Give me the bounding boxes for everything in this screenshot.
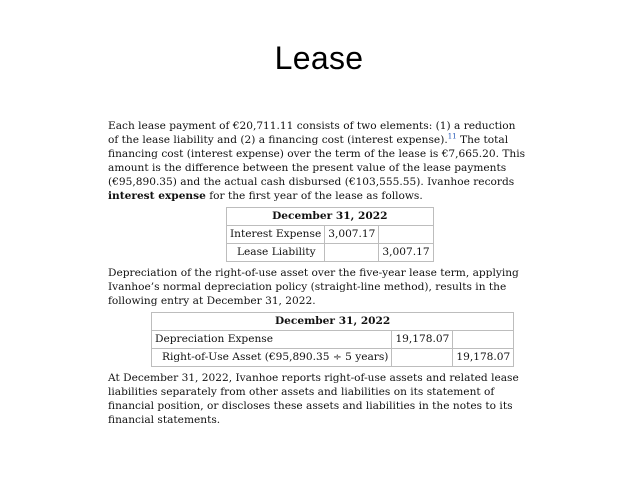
table-row bbox=[227, 226, 434, 244]
slide-title: Lease bbox=[274, 40, 364, 76]
credit-amount: 19,178.07 bbox=[453, 349, 514, 367]
depreciation-journal-entry bbox=[151, 312, 514, 367]
table-row bbox=[152, 349, 514, 367]
table-row bbox=[152, 331, 514, 349]
debit-amount bbox=[325, 244, 379, 262]
account-name: Lease Liability bbox=[227, 244, 325, 262]
account-name: Interest Expense bbox=[227, 226, 325, 244]
credit-amount: 3,007.17 bbox=[379, 244, 433, 262]
intro-text-part3: for the first year of the lease as follows. bbox=[205, 190, 423, 202]
debit-amount bbox=[392, 349, 453, 367]
footnote-link[interactable]: 11 bbox=[447, 132, 457, 141]
interest-expense-emphasis: interest expense bbox=[108, 190, 206, 202]
entry-date: December 31, 2022 bbox=[227, 208, 434, 226]
table-row bbox=[227, 244, 434, 262]
intro-text-part2: The total financing cost (interest expense) over the term of the lease is €7,665.20. This amount is the difference between the present value of the lease payments (€95,890.35) and the actual cash disbursed (€103,555.55). Ivanhoe records bbox=[108, 134, 526, 188]
interest-journal-entry bbox=[226, 207, 434, 262]
intro-paragraph bbox=[108, 119, 528, 203]
journal-entry-header bbox=[152, 313, 514, 331]
intro-text-part1: Each lease payment of €20,711.11 consists of two elements: (1) a reduction of the lease liability and (2) a financing cost (interest expense). bbox=[108, 120, 516, 146]
disclosure-paragraph: At December 31, 2022, Ivanhoe reports right-of-use assets and related lease liabilities separately from other assets and liabilities on its statement of financial position, or discloses these assets and liabilities in the notes to its financial statements. bbox=[108, 372, 519, 426]
account-name: Right-of-Use Asset (€95,890.35 ÷ 5 years) bbox=[152, 349, 392, 367]
credit-amount bbox=[453, 331, 514, 349]
debit-amount: 3,007.17 bbox=[325, 226, 379, 244]
depreciation-paragraph: Depreciation of the right-of-use asset over the five-year lease term, applying Ivanhoe’s normal depreciation policy (straight-line method), results in the following entry at December 31, 2022. bbox=[108, 267, 519, 307]
debit-amount: 19,178.07 bbox=[392, 331, 453, 349]
credit-amount bbox=[379, 226, 433, 244]
account-name: Depreciation Expense bbox=[152, 331, 392, 349]
entry-date: December 31, 2022 bbox=[152, 313, 514, 331]
journal-entry-header bbox=[227, 208, 434, 226]
